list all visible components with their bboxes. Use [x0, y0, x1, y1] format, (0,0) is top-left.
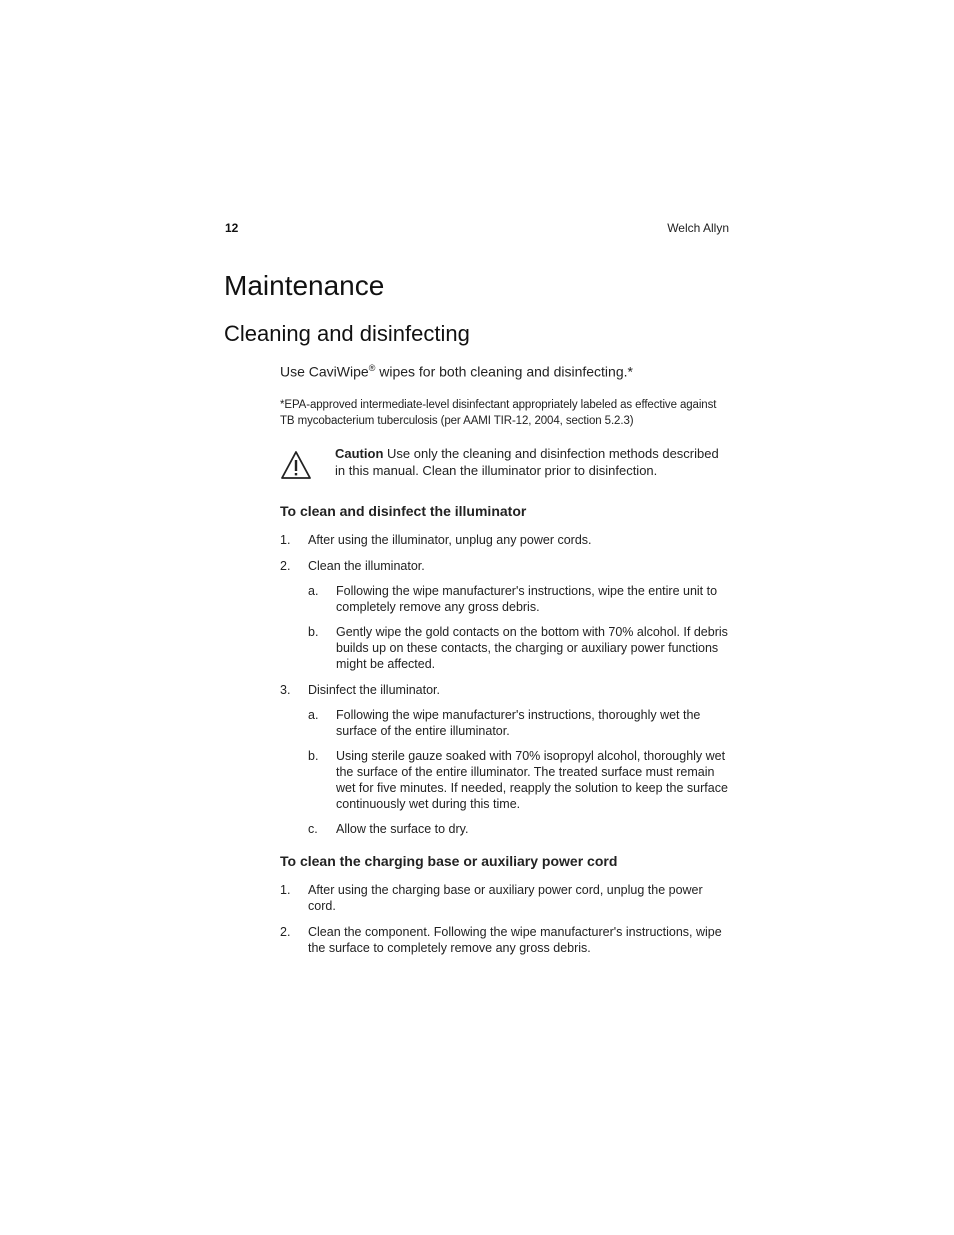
caution-block: [280, 445, 730, 479]
chapter-title: Maintenance: [224, 270, 385, 301]
list-item: [308, 748, 730, 812]
list-item: [280, 924, 730, 956]
procedure-steps-illuminator: [280, 532, 730, 837]
list-item: [308, 707, 730, 739]
section-title: Cleaning and disinfecting: [224, 321, 470, 346]
substep-letter: b.: [308, 748, 319, 763]
substep-letter: a.: [308, 583, 319, 598]
list-item: [308, 583, 730, 615]
body-content: [280, 358, 730, 966]
list-item: [280, 532, 730, 548]
running-head: Welch Allyn: [667, 221, 729, 235]
substeps: [308, 583, 730, 672]
step-number: 2.: [280, 924, 291, 939]
substep-text: Following the wipe manufacturer's instructions, wipe the entire unit to completely remove any gross debris.: [336, 583, 718, 614]
step-text: Clean the illuminator.: [308, 558, 425, 573]
step-text: After using the charging base or auxiliary power cord, unplug the power cord.: [308, 882, 703, 913]
intro-text-before: Use CaviWipe: [280, 363, 369, 380]
footnote: *EPA-approved intermediate-level disinfectant appropriately labeled as effective against TB mycobacterium tuberculosis (per AAMI TIR-12, 2004, section 5.2.3): [280, 398, 717, 427]
substep-text: Gently wipe the gold contacts on the bottom with 70% alcohol. If debris builds up on these contacts, the charging or auxiliary power functions might be affected.: [336, 624, 728, 671]
substep-text: Following the wipe manufacturer's instructions, thoroughly wet the surface of the entire illuminator.: [336, 707, 701, 738]
warning-triangle-icon: [280, 450, 312, 480]
step-number: 3.: [280, 682, 291, 697]
step-text: Disinfect the illuminator.: [308, 682, 441, 697]
substep-text: Allow the surface to dry.: [336, 821, 469, 836]
caution-label: Caution: [335, 445, 384, 461]
step-number: 2.: [280, 558, 291, 573]
page-number: 12: [225, 221, 239, 235]
step-number: 1.: [280, 882, 291, 897]
substep-letter: a.: [308, 707, 319, 722]
list-item: [280, 882, 730, 914]
substep-letter: b.: [308, 624, 319, 639]
step-number: 1.: [280, 532, 291, 547]
substep-text: Using sterile gauze soaked with 70% isopropyl alcohol, thoroughly wet the surface of the entire illuminator. The treated surface must remain wet for five minutes. If needed, reapply the solution to keep the surface continuously wet during this time.: [336, 748, 728, 811]
registered-mark: ®: [368, 363, 376, 373]
caution-text: Use only the cleaning and disinfection methods described in this manual. Clean the illuminator prior to disinfection.: [335, 445, 719, 478]
procedure-title-charging-base: To clean the charging base or auxiliary power cord: [280, 852, 618, 869]
list-item: [280, 558, 730, 672]
procedure-title-illuminator: To clean and disinfect the illuminator: [280, 502, 527, 519]
step-text: After using the illuminator, unplug any power cords.: [308, 532, 592, 547]
list-item: [308, 821, 730, 837]
intro-paragraph: [280, 358, 730, 382]
intro-text-after: wipes for both cleaning and disinfecting.*: [375, 363, 633, 380]
list-item: [280, 682, 730, 837]
substeps: [308, 707, 730, 837]
substep-letter: c.: [308, 821, 318, 836]
procedure-steps-charging-base: [280, 882, 730, 956]
step-text: Clean the component. Following the wipe manufacturer's instructions, wipe the surface to completely remove any gross debris.: [308, 924, 722, 955]
list-item: [308, 624, 730, 672]
